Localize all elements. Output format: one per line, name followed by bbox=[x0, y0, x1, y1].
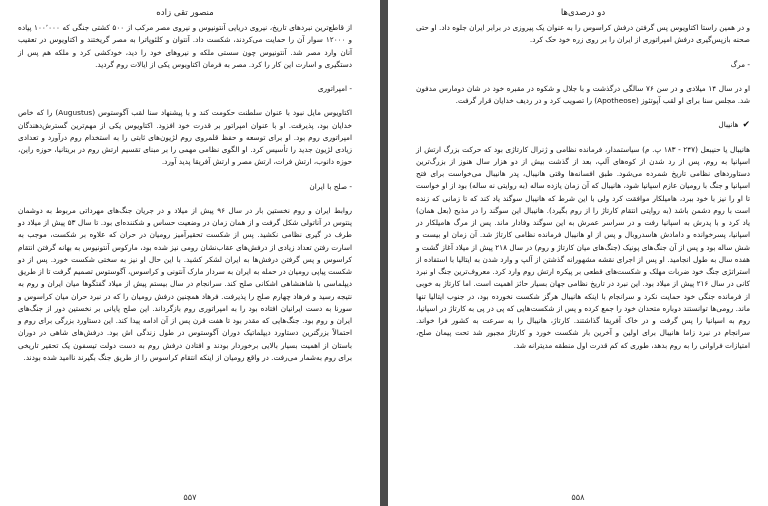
section-heading: - صلح با ایران bbox=[309, 181, 352, 191]
paragraph: هانیبال یا حنیبعل (۲۴۷ - ۱۸۳ پ. م) سیاستمدار، فرمانده نظامی و ژنرال کارتاژی بود که حرکت بزرگ ارتش از اسپانیا به روم، پس از رد شدن از کوه‌های آلپ، بعد از گذشت بیش از دو هزار سال هنوز از بزرگ‌ترین دستاوردهای نظامی تاریخ شمرده می‌شود. طبق افسانه‌ها وقتی هانیبال، پدر هانیبال می‌خواست برای فتح اسپانیا و جنگ با رومیان عازم اسپانیا شود، هانیبال که آن زمان یازده ساله (به روایتی نه ساله) بود از او خواست تا او را نیز با خود ببرد، هامیلکار موافقت کرد ولی با این شرط که هانیبال سوگند یاد کند که تا زمانی که زنده است با روم دشمن باشد (به روایتی انتقام کارتاژ را از روم بگیرد). هانیبال این سوگند را در مذبح (بعل همان) یاد کرد و با پدرش به اسپانیا رفت و در سراسر عمرش به این سوگند وفادار ماند. پس از مرگ هامیلکار در اسپانیا، پسرخوانده و دامادش هاسدروبال و پس از او هانیبال فرمانده نظامی کارتاژ شد. آن زمان او بیست و شش ساله بود و پس از آن جنگ‌های پونیک (جنگ‌های میان کارتاژ و روم) در سال ۲۱۸ پیش از میلاد آغاز گشت و هفده سال به طول انجامید. او پس از اجرای نقشه مشهورانه گذشتن از آلپ و وارد شدن به ایتالیا با استفاده از استراتژی جنگ خود ضربات مهلک و شکست‌های قطعی بر پیکره ارتش روم وارد کرد. معروف‌ترین جنگ او نبرد کانی در سال ۲۱۶ پیش از میلاد بود. این نبرد در تاریخ نظامی جهان بسیار حائز اهمیت است. اما کارتاژ به خوبی از فرمانده جنگی خود حمایت نکرد و سرانجام با اینکه هانیبال هرگز شکست نخورده بود، در جنوب ایتالیا تنها ماند. رومی‌ها توانستند دوباره متحدان خود را جمع کرده و پس از شکست‌هایی که پی در پی به کارتاژ در اسپانیا، روم به اسپانیا را پس گرفت و در خاک آفریقا گذاشتند. کارتاژ، هانیبال را به سرعت به کشور فرا خواند. سرانجام در نبرد زاما هانیبال برای اولین و آخرین بار شکست خورد و کارتاژ مجبور شد تحت پیمان صلح، امتیازات فراوانی را به روم بدهد، طوری که کم قدرت اول منطقه مدیترانه شد. bbox=[416, 144, 750, 350]
section-heading-label: هانیبال bbox=[718, 120, 739, 130]
page-body bbox=[18, 22, 352, 364]
page-number: ۵۵۷ bbox=[183, 492, 197, 502]
left-page bbox=[0, 0, 380, 506]
paragraph: روابط ایران و روم نخستین بار در سال ۹۶ پیش از میلاد و در جریان جنگ‌های مهرداتی مربوط به دوشمان پنتوس در آناتولی شکل گرفت و از همان زمان در وضعیت حساس و شکننده‌ای بود. تا سال ۵۳ پیش از میلاد دو طرف در گیری نظامی نکشید. پس از شکست تحقیرآمیز رومیان در حران که علاوه بر شکست، موجب به اسارت رفتن تعداد زیادی از درفش‌های عقاب‌نشان رومی نیز شده بود، مارکوس آنتونیوس به بهانه گرفتن انتقام کراسوس و پس گرفتن درفش‌ها به ایران لشکر کشید. با این حال او نیز به سختی شکست خورد. پس از دو شکست پیاپی رومیان در حمله به ایران به سردار مارک آنتونی و کراسوس، آگوستوس تصمیم گرفت تا از طریق دیپلماسی با شاهنشاهی اشکانی صلح کند. سرانجام در سال بیستم پیش از میلاد گفتگوها میان ایران و روم به نتیجه رسید و فرهاد چهارم صلح را پذیرفت. فرهاد همچنین درفش رومیان را که در نبرد حران میان کراسوس و سورنا به دست ایرانیان افتاده بود را به امپراتوری روم بازگرداند. این صلح پایانی بر نخستین دور از جنگ‌های ایران و روم بود. جنگ‌هایی که مقدر بود تا هفت قرن پس از آن ادامه پیدا کند. این دستاورد بزرگی برای روم و احتمالاً بزرگترین دستاورد دیپلماتیک دوران آگوستوس در طول زندگی اش بود. درفش‌های شاهی در دوران باستان از اهمیت بسیار بالایی برخوردار بودند و افتادن درفش روم به دست دولت تیسفون یک تحقیر تاریخی برای روم به‌شمار می‌رفت. در واقع رومیان از اینکه انتقام کراسوس را از طریق جنگ بگیرند ناامید شده بودند. bbox=[18, 205, 353, 362]
check-icon: ✔ bbox=[742, 120, 750, 131]
running-head: دو درصدی‌ها bbox=[560, 8, 606, 18]
section-heading: - مرگ bbox=[730, 59, 750, 69]
page-number: ۵۵۸ bbox=[571, 492, 585, 502]
page-body bbox=[416, 22, 750, 352]
running-head: منصور تقی زاده bbox=[156, 8, 214, 18]
paragraph: از قاطع‌ترین نبردهای تاریخ، نیروی دریایی آنتونیوس و نیروی مصر مرکب از ۵۰۰ کشتی جنگی که ۱۰۰٬۰۰۰ پیاده و ۱۲۰۰۰ سوار آن را حمایت می‌کردند، شکست داد. آنتوان و کلئوپاترا به مصر گریختند و اکتاویوس در تعقیب آنان وارد مصر شد. آنتونیوس چون سستی ملکه و نیروهای خود را دید، خودکشی کرد و ملکه هم پس از دستگیری و اسارت این کار را کرد. مصر به فرمان اکتاویوس یکی از ایالات روم گردید. bbox=[18, 23, 352, 69]
book-gutter bbox=[380, 0, 388, 506]
paragraph: و در همین راستا اکتاویوس پس گرفتن درفش کراسوس را به عنوان یک پیروزی در برابر ایران جلوه داد. او حتی صحنه بازپس‌گیری درفش امپراتوری از ایران را بر روی زره خود حک کرد. bbox=[416, 23, 750, 45]
paragraph: اکتاویوس مایل نبود با عنوان سلطنت حکومت کند و با پیشنهاد سنا لقب آگوستوس (Augustus) را که خاص خدایان بود، پذیرفت. او با عنوان امپراتور بر قدرت خود افزود. اکتاویوس یکی از مهم‌ترین گسترش‌دهندگان امپراتوری روم بود. او برای توسعه و حفظ قلمروی روم لژیون‌های ثابتی را به استخدام روم درآورد و تعدادی زیادی لژیون جدید را تأسیس کرد. او الگوی نظامی مهمی را بر مبنای تقسیم ارتش روم در بریتانیا، حوزه راین، حوزه دانوب، ارتش فرات، ارتش مصر و ارتش آفریقا پدید آورد. bbox=[18, 108, 352, 167]
section-heading: - امپراتوری bbox=[317, 84, 352, 93]
right-page bbox=[388, 0, 768, 506]
paragraph: او در سال ۱۴ میلادی و در سن ۷۶ سالگی درگذشت و با جلال و شکوه در مقبره خود در شان دومارس مدفون شد. مجلس سنا برای او لقب آپوتئوز (Apotheose) را تصویب کرد و در ردیف خدایان قرار گرفت. bbox=[416, 83, 750, 105]
section-heading-hannibal bbox=[416, 119, 750, 131]
